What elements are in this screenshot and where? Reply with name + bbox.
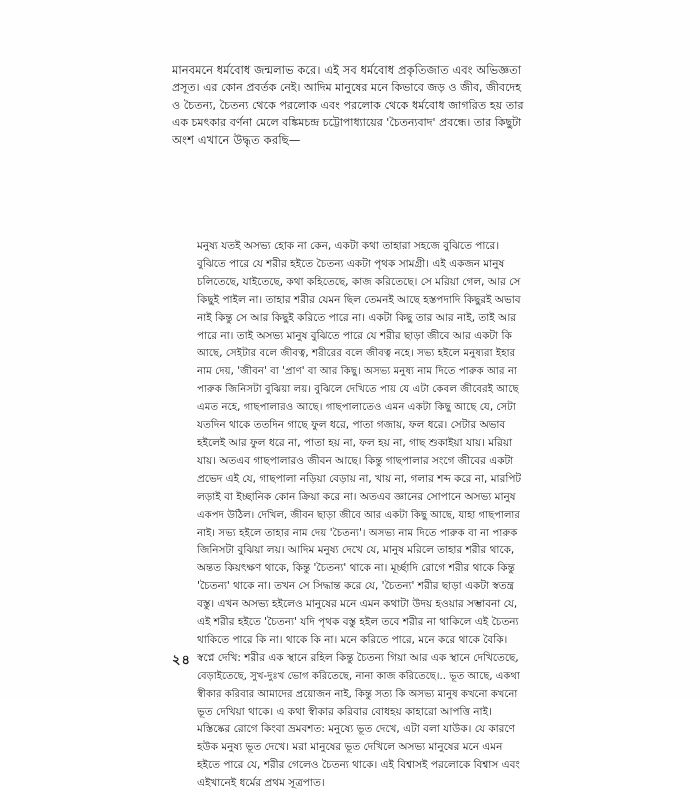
intro-line: অংশ এখানে উদ্ধৃত করছি— [172,132,301,147]
quote-line: আছে, সেইটার বলে জীবত্ব, শরীরের বলে জীবত্ব নহে। সভ্য হইলে মনুষ্যরা ইহার [197,348,516,360]
quote-line: পারে না। তাই অসভ্য মানুষ বুঝিতে পারে যে শরীর ছাড়া জীবে আর একটা কি [197,329,512,342]
quote-line: থাকিতে পারে কি না। থাকে কি না। মনে করিতে পারে, মনে করে থাকে বৈকি। [197,633,508,646]
quote-line: হইতে পারে যে, শরীর গেলেও চৈতন্য থাকে। এই বিশ্বাসই পরলোকে বিশ্বাস এবং [197,759,520,772]
quote-line: হইলেই আর ফুল ধরে না, পাতা হয় না, ফল হয় না, গাছ শুকাইয়া যায়। মরিয়া [197,436,513,449]
quote-line: লড়াই বা ইচ্ছানিক কোন ক্রিয়া করে না। অতএব জ্ঞানের সোপানে অসভ্য মানুষ [197,490,516,503]
quote-line: বেড়াইতেছে, সুখ-দুঃখ ভোগ করিতেছে, নানা কাজ করিতেছে।.. ভূত আছে, একথা [197,670,520,682]
quote-line: স্বীকার করিবার আমাদের প্রয়োজন নাই, কিন্তু সত্য কি অসভ্য মানুষ কখনো কখনো [197,688,518,700]
quote-line: জিনিসটা বুঝিয়া লয়। আদিম মনুষ্য দেখে যে, মানুষ মরিলে তাহার শরীর থাকে, [197,544,515,557]
quote-line: একপদ উঠিল। দেখিল, জীবন ছাড়া জীবে আর একটা কিছু আছে, যাহা গাছপালার [197,509,520,521]
quote-line: যতদিন থাকে ততদিন গাছে ফুল ধরে, পাতা গজায়, ফল ধরে। সেটার অভাব [197,419,506,432]
quote-line: 'চৈতন্য' থাকে না। তখন সে সিদ্ধান্ত করে যে, 'চৈতন্য' শরীর ছাড়া একটা স্বতন্ত্র [197,580,514,593]
quote-line: কিছুই পাইল না। তাহার শরীর যেমন ছিল তেমনই আছে হস্তপদাদি কিছুরই অভাব [197,293,521,306]
quote-line: মস্তিষ্কের রোগে কিংবা ভ্রমবশত: মনুষ্যে ভূত দেখে, এটা বলা যাউক। যে কারণে [197,723,515,736]
quote-line: বুঝিতে পারে যে শরীর হইতে চৈতন্য একটা পৃথক সামগ্রী। এই একজন মানুষ [197,257,505,270]
quote-line: বস্তু। এখন অসভ্য হইলেও মানুষের মনে এমন কথাটা উদয় হওয়ার সম্ভাবনা যে, [197,598,518,611]
page-number: ২৪ [172,653,191,668]
quote-line: ভূত দেখিয়া থাকে। এ কথা স্বীকার করিবার বোধহয় কাহারো আপত্তি নাই। [197,705,492,718]
quote-line: এমত নহে, গাছপালারও আছে। গাছপালাতেও এমন একটা কিছু আছে যে, সেটা [197,402,516,414]
quote-line: যায়। অতএব গাছপালারও জীবন আছে। কিন্তু গাছপালার সংগে জীবের একটা [197,454,514,467]
quoted-passage [197,238,521,793]
quote-line: অন্তত কিয়ৎক্ষণ থাকে, কিন্তু 'চৈতন্য' থাকে না। মূর্চ্ছাদি রোগে শরীর থাকে কিন্তু [197,562,515,575]
quote-line: হউক মনুষ্য ভূত দেখে। মরা মানুষের ভূত দেখিলে অসভ্য মানুষের মনে এমন [197,741,503,754]
quote-line: এই শরীর হইতে 'চৈতন্য' যদি পৃথক বস্তু হইল তবে শরীর না থাকিলে এই চৈতন্য [197,616,519,629]
quote-line: নাম দেয়, 'জীবন' বা 'প্রাণ' বা আর কিছু। অসভ্য মনুষ্য নাম দিতে পারুক আর না [197,366,518,378]
intro-paragraph [172,62,526,149]
quote-line: চলিতেছে, যাইতেছে, কথা কহিতেছে, কাজ করিতেছে। সে মরিয়া গেল, আর সে [197,275,521,288]
quote-line: পারুক জিনিসটা বুঝিয়া লয়। বুঝিলে দেখিতে পায় যে এটা কেবল জীবেরই আছে [197,384,519,396]
intro-line: মানবমনে ধর্মবোধ জন্মলাভ করে। এই সব ধর্মবোধ প্রকৃতিজাত এবং অভিজ্ঞতা [172,63,522,77]
quote-line: এইখানেই ধর্মের প্রথম সূত্রপাত। [197,777,325,790]
quote-line: মনুষ্য যতই অসভ্য হোক না কেন, একটা কথা তাহারা সহজে বুঝিতে পারে। [197,240,500,252]
quote-line: নাই কিন্তু সে আর কিছুই করিতে পারে না। একটা কিছু তার আর নাই, তাই আর [197,311,517,324]
intro-line: ও চৈতন্য, চৈতন্য থেকে পরলোক এবং পরলোক থেকে ধর্মবোধ জাগরিত হয় তার [172,98,524,112]
intro-line: প্রসূত। এর কোন প্রবর্তক নেই। আদিম মানুষের মনে কিভাবে জড় ও জীব, জীবদেহ [172,81,521,95]
quote-line: স্বপ্নে দেখি: শরীর এক স্থানে রহিল কিন্তু চৈতন্য গিয়া আর এক স্থানে দেখিতেছে, [197,651,519,664]
quote-line: প্রভেদ এই যে, গাছপালা নড়িয়া বেড়ায় না, খায় না, গলার শব্দ করে না, মারপিট [197,472,521,485]
intro-line: এক চমৎকার বর্ণনা মেলে বঙ্কিমচন্দ্র চট্টোপাধ্যায়ের 'চৈতন্যবাদ' প্রবন্ধে। তার কিছুটা [172,116,522,130]
quote-line: নাই। সভ্য হইলে তাহার নাম দেয় 'চৈতন্য'। অসভ্য নাম দিতে পারুক বা না পারুক [197,527,518,539]
